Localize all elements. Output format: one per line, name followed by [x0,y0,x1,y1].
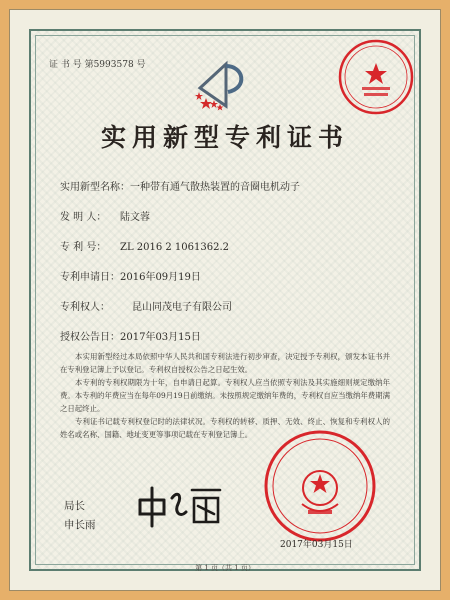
patent-number-row [60,238,229,253]
grant-date-label: 授权公告日： [60,332,120,343]
body-paragraph-3: 专利证书记载专利权登记时的法律状况。专利权的转移、质押、无效、终止、恢复和专利权人的姓名或名称、国籍、地址变更等事项记载在专利登记簿上。 [60,417,390,440]
certificate-title: 实用新型专利证书 [100,123,349,152]
patent-office-seal [336,37,416,117]
director-signature [134,478,226,530]
certificate-number: 证 书 号 第5993578 号 [49,60,146,70]
patentee-label: 专利权人： [60,302,110,313]
utility-model-name-row [60,178,300,193]
grant-date-value: 2017年03月15日 [120,332,201,343]
filing-date-row [60,268,201,283]
page-footer: 第 1 页（共 1 页） [195,564,255,572]
national-ip-office-seal [262,428,378,544]
filing-date-value: 2016年09月19日 [120,272,201,283]
director-name-label: 申长雨 [64,519,96,531]
filing-date-label: 专利申请日： [60,272,120,283]
utility-model-name-label: 实用新型名称： [60,182,130,193]
inventor-row [60,208,150,223]
patent-number-value: ZL 2016 2 1061362.2 [120,242,230,253]
cnipa-logo [192,58,258,114]
inventor-label: 发 明 人： [60,212,107,223]
patentee-value: 昆山同茂电子有限公司 [132,302,232,313]
grant-date-row [60,328,201,343]
body-paragraph-2: 本专利的专利权期限为十年，自申请日起算。专利权人应当依照专利法及其实施细则规定缴纳年费。本专利的年费应当在每年09月19日前缴纳。未按照规定缴纳年费的，专利权自应当缴纳年费期满之日起终止。 [60,378,390,414]
director-label: 局长 [64,500,85,512]
patentee-row [60,298,232,313]
utility-model-name-value: 一种带有通气散热装置的音圈电机动子 [130,182,300,193]
patent-number-label: 专 利 号： [60,242,107,253]
seal-date: 2017年03月15日 [280,540,353,550]
inventor-value: 陆文蓉 [120,212,150,223]
body-paragraph-1: 本实用新型经过本局依照中华人民共和国专利法进行初步审查，决定授予专利权，颁发本证书并在专利登记簿上予以登记。专利权自授权公告之日起生效。 [60,352,390,375]
